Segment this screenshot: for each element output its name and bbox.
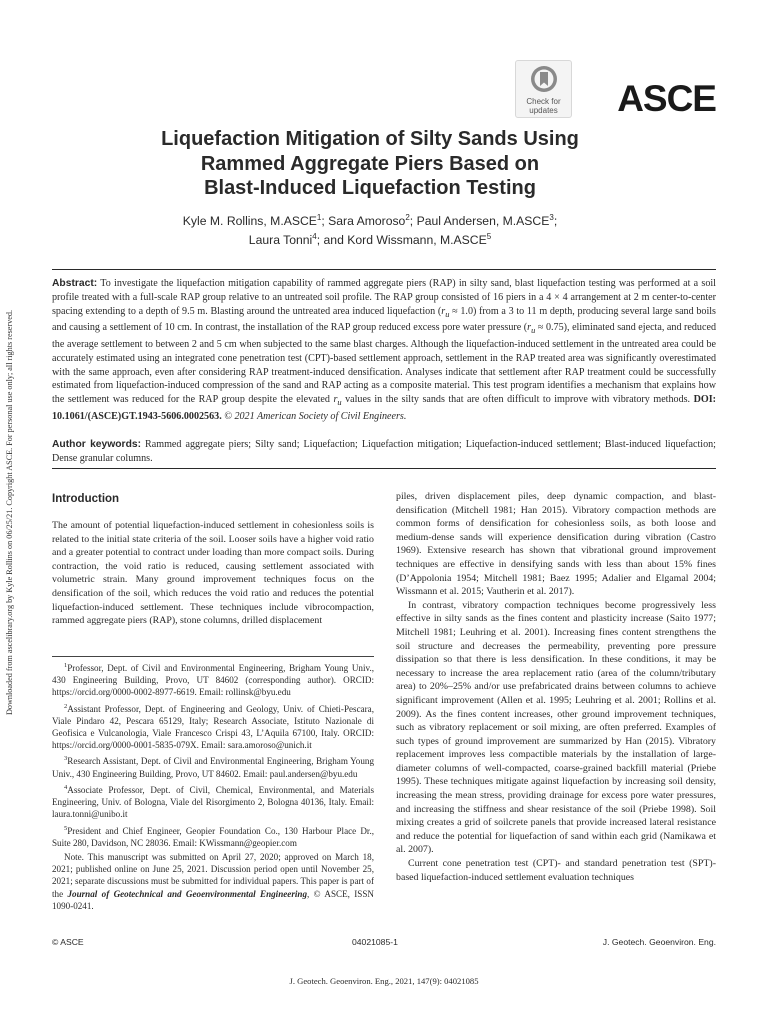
abstract-label: Abstract: [52, 278, 98, 289]
author-affiliation-mark: 5 [486, 232, 492, 242]
footnote [52, 753, 374, 779]
journal-name: Journal of Geotechnical and Geoenvironmental Engineering [67, 888, 308, 899]
author-keywords [52, 438, 716, 466]
footnote-mark: 2 [64, 702, 68, 710]
page-footer [52, 937, 716, 951]
abstract-text: values in the silty sands that are often difficult to improve with vibratory methods. [341, 394, 694, 406]
body-paragraph: In contrast, vibratory compaction techniques become progressively less effective in silty sands as the fines content and plasticity increase (Saito 1977; Mitchell 1981; Leuhring et al. 2001). Increasing fines content strengthens the soil structure and decreases the permeability, preventing pore pressure dissipation so that there is less densification. In these conditions, it may be necessary to increase the area replacement ratio (area of the column/tributary area) to 20%–25% and/or use prefabricated drains between columns to achieve significant improvement (Allen et al. 1995; Leuhring et al. 2001; Rollins et al. 2009). As the fines content increases, other ground improvement techniques, such as vibratory replacement or soil mixing, are often preferred. Examples of such types of ground improvement are summarized by Han (2015). Vibratory replacement improves less compactible materials by the installation of large-diameter columns of well-compacted, coarse-grained backfill material (Priebe 1995). These techniques mitigate against liquefaction by increasing soil density, increasing the mean stress, providing drainage for excess pore water pressures, and increasing the stiffness and shear resistance of the soil (Priebe 1998). Soil mixing creates a grid of soilcrete panels that provide increased lateral resistance and reduce the potential for liquefaction of sand within each grid (Namikawa et al. 2007). [396, 599, 716, 856]
footnote [52, 823, 374, 849]
math-subscript: u [531, 326, 536, 336]
body-paragraph: The amount of potential liquefaction-induced settlement in cohesionless soils is related to the initial state criteria of the soil. Looser soils have a higher void ratio and a greater potential to contract under loading than more compact soils. During contraction, the void ratio is reduced, causing settlement associated with volumetric strain. Many ground improvement techniques focus on the densification of the soil, which reduces the void ratio and reduces the potential liquefaction-induced settlement. These techniques include vibrocompaction, rammed aggregate piers (RAP), stone columns, drilled displacement [52, 520, 374, 627]
footnote-mark: 3 [64, 755, 68, 763]
keywords-label: Author keywords: [52, 439, 142, 450]
author-list [90, 210, 650, 248]
footnote-mark: 5 [64, 824, 68, 832]
title-line-2: Rammed Aggregate Piers Based on [200, 152, 540, 175]
footer-journal: J. Geotech. Geoenviron. Eng. [602, 937, 716, 947]
abstract-text: ≈ 1.0) from a 3 to 11 m depth, producing several large sand boils and causing a settlement of 10 cm. In contrast, the installation of the RAP group reduced excess pore water pressure ( [52, 305, 716, 334]
asce-logo: ASCE [617, 78, 716, 119]
author-name: Kyle M. Rollins, M.ASCE [182, 214, 317, 229]
article-title [90, 127, 650, 201]
note-text: Note. This manuscript was submitted on April 27, 2020; approved on March 18, 2021; published online on June 25, 2021. Discussion period open until November 25, 2021; separate discussions must be submitted for individual papers. This paper is part of the [52, 852, 374, 899]
math-subscript: u [445, 309, 450, 319]
footnote-text: Research Assistant, Dept. of Civil and Environmental Engineering, Brigham Young Univ., 430 Engineering Building, Provo, UT 84602. Email: paul.andersen@byu.edu [52, 756, 374, 779]
right-column [396, 490, 716, 920]
submission-note [52, 851, 374, 912]
footnote [52, 782, 374, 821]
abstract [52, 277, 716, 428]
author-line-1 [90, 210, 650, 229]
check-for-updates-label: Check for updates [526, 97, 561, 115]
footnote-mark: 4 [64, 783, 68, 791]
author-name: ; and Kord Wissmann, M.ASCE [316, 233, 487, 248]
footer-page-number: 04021085-1 [352, 937, 398, 947]
footnote-text: Associate Professor, Dept. of Civil, Chemical, Environmental, and Materials Engineering, Univ. of Bologna, Viale del Risorgimento 2, Bologna 40136, Italy. Email: laura.tonni@unibo.it [52, 784, 374, 820]
math-symbol: r [527, 322, 532, 334]
side-note-text: Downloaded from ascelibrary.org by Kyle Rollins on 06/25/21. Copyright ASCE. For personal use only; all rights reserved. [4, 309, 14, 715]
author-line-2 [90, 229, 650, 248]
math-symbol: r [441, 305, 446, 317]
bookmark-icon [530, 65, 558, 95]
issn-text: , © ASCE, ISSN 1090-0241. [52, 888, 374, 911]
left-column [52, 490, 374, 642]
footnote-text: Assistant Professor, Dept. of Engineering and Geology, Univ. of Chieti-Pescara, Viale Pindaro 42, Pescara 65129, Italy; Research Associate, Istituto Nazionale di Geofisica e Vulcanologia, Viale Francesco Crispi 43, L’Aquila 67100, Italy. ORCID: https://orcid.org/0000-0001-5835-079X. Email: sara.amoroso@unich.it [52, 703, 374, 751]
citation-line: J. Geotech. Geoenviron. Eng., 2021, 147(9): 04021085 [289, 976, 479, 986]
footnote-mark: 1 [64, 662, 68, 669]
title-line-1: Liquefaction Mitigation of Silty Sands Using [161, 128, 579, 150]
author-separator: ; [553, 214, 558, 229]
author-affiliation-mark: 1 [316, 213, 322, 222]
footnotes [52, 656, 374, 926]
author-name: Laura Tonni [248, 233, 313, 248]
copyright-notice: © 2021 American Society of Civil Engineers. [221, 410, 407, 422]
keywords-text: Rammed aggregate piers; Silty sand; Liquefaction; Liquefaction mitigation; Liquefaction-induced settlement; Blast-induced liquefaction; Dense granular columns. [52, 439, 716, 464]
author-name: ; Sara Amoroso [321, 214, 406, 229]
body-paragraph: piles, driven displacement piles, deep dynamic compaction, and blast-densification (Mitchell 1981; Han 2015). Vibratory compaction methods are common forms of densification for cohesionless soils, as both loose and medium-dense sands will experience densification during vibration (Castro 1969). Extensive research has shown that vibrational ground improvement techniques are effective in densifying sands with less than about 15% fines (D’Appolonia 1954; Mitchell 1981; Baez 1995; Adalier and Elgamal 2004; Wissmann et al. 2015; Vautherin et al. 2017). [396, 491, 716, 598]
footer-publisher: © ASCE [52, 937, 84, 947]
author-affiliation-mark: 3 [549, 213, 554, 222]
footnote [52, 701, 374, 752]
title-line-3: Blast-Induced Liquefaction Testing [204, 177, 536, 199]
author-affiliation-mark: 4 [312, 232, 317, 242]
math-subscript: u [337, 398, 342, 408]
abstract-text: ≈ 0.75), eliminated sand ejecta, and reduced the average settlement to between 2 and 5 cm when subjected to the same blast charges. Although the liquefaction-induced settlement in the untreated area could be accurately estimated using an integrated cone penetration test (CPT)-based settlement approach, settlement in the RAP treated area was significantly overestimated with the same approach, even after considering RAP treatment-induced densification. Analyses indicate that settlement after RAP treatment could be successfully estimated from liquefaction-induced compression of the sand and RAP acting as a composite material. This test program identifies a mechanism that explains how the settlement was reduced for the RAP group despite the elevated [52, 322, 716, 406]
body-paragraph: Current cone penetration test (CPT)- and standard penetration test (SPT)-based liquefaction-induced settlement evaluation techniques [396, 858, 716, 883]
section-heading-introduction: Introduction [52, 493, 120, 505]
abstract-text: To investigate the liquefaction mitigation capability of rammed aggregate piers (RAP) in silty sand, blast liquefaction testing was performed at a soil profile treated with a full-scale RAP group relative to an untreated soil profile. The RAP group consisted of 16 piers in a 4 × 4 arrangement at 2 m center-to-center spacing extending to a depth of 9.5 m. Blasting around the untreated area induced liquefaction ( [52, 278, 716, 317]
footnote [52, 660, 374, 699]
footnote-text: President and Chief Engineer, Geopier Foundation Co., 130 Harbour Place Dr., Suite 280, Davidson, NC 28036. Email: KWissmann@geopier.com [52, 825, 374, 848]
author-name: ; Paul Andersen, M.ASCE [409, 214, 550, 229]
download-side-note [0, 268, 18, 756]
math-symbol: r [333, 394, 338, 406]
check-for-updates-badge[interactable] [515, 60, 572, 118]
footnote-text: Professor, Dept. of Civil and Environmental Engineering, Brigham Young Univ., 430 Engineering Building, Provo, UT 84602 (corresponding author). ORCID: https://orcid.org/0000-0002-8977-6619. Email: rollinsk@byu.edu [52, 663, 374, 698]
abstract-box [52, 269, 716, 469]
doi-link[interactable]: DOI: 10.1061/(ASCE)GT.1943-5606.0002563. [52, 394, 716, 422]
author-affiliation-mark: 2 [405, 213, 410, 222]
